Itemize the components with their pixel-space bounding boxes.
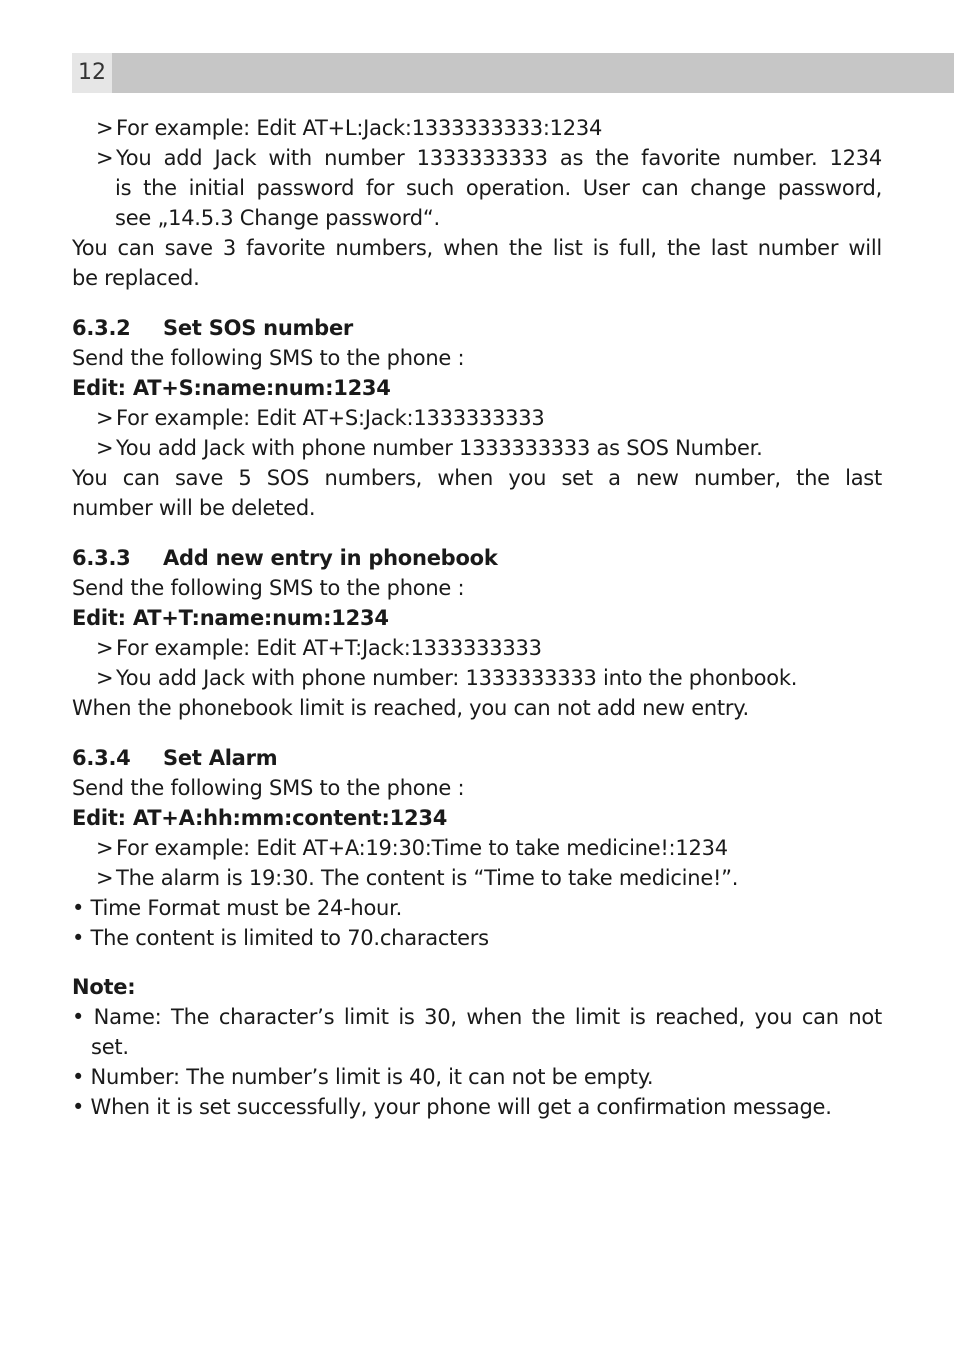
paragraph-line: be replaced.	[72, 266, 200, 290]
bullet-item: • The content is limited to 70.characters	[72, 926, 489, 950]
bullet-item: • Name: The character’s limit is 30, when the limit is reached, you can not	[72, 1005, 882, 1029]
instruction-text: Send the following SMS to the phone :	[72, 576, 465, 600]
command-syntax: Edit: AT+A:hh:mm:content:1234	[72, 806, 448, 830]
page-header-bar	[72, 53, 954, 93]
page-content	[72, 113, 882, 1122]
example-line: > For example: Edit AT+L:Jack:1333333333:1234	[72, 113, 882, 143]
bullet-item-continued: set.	[91, 1035, 129, 1059]
bullet-item: • Time Format must be 24-hour.	[72, 896, 402, 920]
example-line: > You add Jack with phone number: 1333333333 into the phonbook.	[72, 663, 882, 693]
example-line: > For example: Edit AT+S:Jack:1333333333	[72, 403, 882, 433]
note-heading: Note:	[72, 975, 136, 999]
arrow-marker: >	[96, 836, 114, 860]
paragraph-line: You can save 5 SOS numbers, when you set a new number, the last	[72, 466, 882, 490]
example-line: > For example: Edit AT+A:19:30:Time to take medicine!:1234	[72, 833, 882, 863]
section-heading-6-3-4: 6.3.4 Set Alarm	[72, 746, 278, 770]
arrow-marker: >	[96, 146, 114, 170]
section-heading-6-3-3: 6.3.3 Add new entry in phonebook	[72, 546, 498, 570]
page-number: 12	[72, 53, 112, 93]
example-line: > The alarm is 19:30. The content is “Time to take medicine!”.	[72, 863, 882, 893]
example-line: > For example: Edit AT+T:Jack:1333333333	[72, 633, 882, 663]
example-line: > You add Jack with number 1333333333 as the favorite number. 1234	[72, 143, 882, 173]
instruction-text: Send the following SMS to the phone :	[72, 776, 465, 800]
paragraph-line: When the phonebook limit is reached, you can not add new entry.	[72, 696, 749, 720]
bullet-item: • When it is set successfully, your phone will get a confirmation message.	[72, 1095, 832, 1119]
command-syntax: Edit: AT+S:name:num:1234	[72, 376, 391, 400]
example-line: > You add Jack with phone number 1333333333 as SOS Number.	[72, 433, 882, 463]
arrow-marker: >	[96, 116, 114, 140]
arrow-marker: >	[96, 436, 114, 460]
bullet-item: • Number: The number’s limit is 40, it can not be empty.	[72, 1065, 654, 1089]
arrow-marker: >	[96, 866, 114, 890]
instruction-text: Send the following SMS to the phone :	[72, 346, 465, 370]
example-line-continued: is the initial password for such operation. User can change password,	[115, 176, 882, 200]
arrow-marker: >	[96, 636, 114, 660]
arrow-marker: >	[96, 666, 114, 690]
command-syntax: Edit: AT+T:name:num:1234	[72, 606, 389, 630]
arrow-marker: >	[96, 406, 114, 430]
example-line-continued: see „14.5.3 Change password“.	[115, 206, 440, 230]
paragraph-line: You can save 3 favorite numbers, when the list is full, the last number will	[72, 236, 882, 260]
section-heading-6-3-2: 6.3.2 Set SOS number	[72, 316, 354, 340]
paragraph-line: number will be deleted.	[72, 496, 316, 520]
